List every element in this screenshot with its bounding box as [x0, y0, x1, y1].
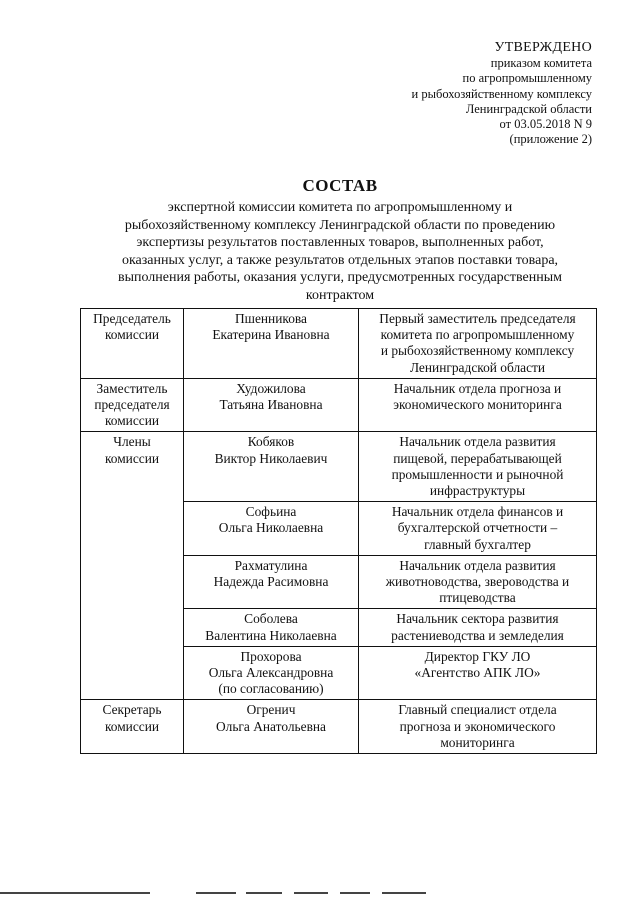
position-cell	[359, 378, 597, 432]
person-line: (по согласованию)	[218, 681, 324, 697]
position-line: Первый заместитель председателя	[379, 311, 576, 326]
approval-line: по агропромышленному	[462, 71, 592, 86]
approval-line: приказом комитета	[490, 56, 592, 71]
subtitle-line: экспертизы результатов поставленных товаров, выполненных работ,	[136, 235, 544, 251]
position-line: Начальник отдела развития	[399, 434, 556, 450]
role-cell	[81, 700, 184, 754]
person-cell	[184, 700, 359, 754]
position-line: комитета по агропромышленному	[380, 327, 575, 343]
table-row	[81, 378, 597, 432]
position-line: птицеводства	[439, 590, 516, 606]
role-cell	[81, 432, 184, 700]
position-line: Директор ГКУ ЛО	[424, 648, 531, 664]
position-cell	[359, 555, 597, 609]
position-cell	[359, 432, 597, 502]
position-line: и рыбохозяйственному комплексу	[380, 343, 575, 359]
position-line: растениеводства и земледелия	[391, 627, 564, 643]
position-line: Главный специалист отдела	[398, 702, 557, 718]
position-cell	[359, 309, 597, 379]
role-cell	[81, 309, 184, 379]
position-line: Ленинградской области	[409, 359, 546, 375]
role-cell	[81, 378, 184, 432]
person-line: Ольга Анатольевна	[215, 718, 327, 734]
table-row	[81, 700, 597, 754]
scan-artifact-line	[0, 888, 640, 900]
document-subtitle	[80, 199, 600, 305]
position-line: прогноза и экономического	[399, 718, 556, 734]
person-cell	[184, 378, 359, 432]
person-line: Пшенникова	[234, 311, 308, 326]
position-cell	[359, 609, 597, 646]
person-line: Екатерина Ивановна	[212, 327, 330, 343]
composition-table-body	[81, 309, 597, 754]
approval-stamp	[412, 40, 592, 147]
position-cell	[359, 700, 597, 754]
person-line: Ольга Николаевна	[218, 520, 324, 536]
role-line: комиссии	[104, 413, 160, 429]
subtitle-line: оказанных услуг, а также результатов отдельных этапов поставки товара,	[121, 252, 559, 268]
person-cell	[184, 309, 359, 379]
person-line: Огренич	[246, 702, 296, 718]
position-line: Начальник отдела развития	[399, 557, 556, 573]
position-cell	[359, 502, 597, 556]
role-line: комиссии	[104, 450, 160, 466]
person-line: Виктор Николаевич	[214, 450, 328, 466]
subtitle-line: выполнения работы, оказания услуги, предусмотренных государственным	[117, 270, 562, 286]
table-row	[81, 309, 597, 379]
subtitle-line: контрактом	[305, 287, 375, 303]
approval-heading: УТВЕРЖДЕНО	[494, 40, 592, 55]
approval-line: и рыбохозяйственному комплексу	[411, 86, 592, 101]
approval-line: от 03.05.2018 N 9	[499, 117, 592, 132]
position-line: главный бухгалтер	[424, 536, 531, 552]
position-line: «Агентство АПК ЛО»	[414, 665, 541, 681]
subtitle-line: экспертной комиссии комитета по агропромышленному и	[167, 200, 513, 215]
position-line: мониторинга	[440, 734, 515, 750]
position-line: Начальник отдела прогноза и	[393, 380, 562, 396]
person-cell	[184, 609, 359, 646]
approval-line: (приложение 2)	[509, 132, 592, 147]
position-line: промышленности и рыночной	[391, 466, 564, 482]
person-cell	[184, 646, 359, 700]
position-line: инфраструктуры	[429, 483, 526, 499]
role-line: комиссии	[104, 718, 160, 734]
role-line: Члены	[113, 434, 151, 450]
role-line: Председатель	[93, 311, 171, 326]
person-line: Рахматулина	[234, 557, 308, 573]
person-line: Кобяков	[247, 434, 295, 450]
person-cell	[184, 432, 359, 502]
subtitle-line: рыбохозяйственному комплексу Ленинградской области по проведению	[124, 217, 556, 233]
role-line: председателя	[94, 397, 170, 413]
person-line: Татьяна Ивановна	[219, 397, 323, 413]
document-title-block	[80, 176, 600, 305]
position-line: животноводства, звероводства и	[385, 574, 570, 590]
person-line: Софьина	[245, 504, 297, 520]
person-line: Соболева	[244, 611, 298, 627]
composition-table	[80, 308, 597, 754]
position-line: экономического мониторинга	[393, 397, 562, 413]
person-line: Валентина Николаевна	[205, 627, 337, 643]
position-line: пищевой, перерабатывающей	[393, 450, 562, 466]
table-row	[81, 432, 597, 502]
person-line: Ольга Александровна	[208, 665, 334, 681]
position-line: бухгалтерской отчетности –	[397, 520, 558, 536]
person-cell	[184, 555, 359, 609]
person-line: Художилова	[236, 380, 306, 396]
document-title: СОСТАВ	[302, 176, 378, 195]
position-line: Начальник сектора развития	[396, 611, 559, 627]
approval-line: Ленинградской области	[465, 101, 592, 116]
position-line: Начальник отдела финансов и	[391, 504, 564, 520]
person-cell	[184, 502, 359, 556]
person-line: Прохорова	[240, 648, 302, 664]
position-cell	[359, 646, 597, 700]
person-line: Надежда Расимовна	[213, 574, 329, 590]
role-line: комиссии	[104, 327, 160, 343]
role-line: Секретарь	[102, 702, 162, 718]
role-line: Заместитель	[96, 380, 168, 396]
